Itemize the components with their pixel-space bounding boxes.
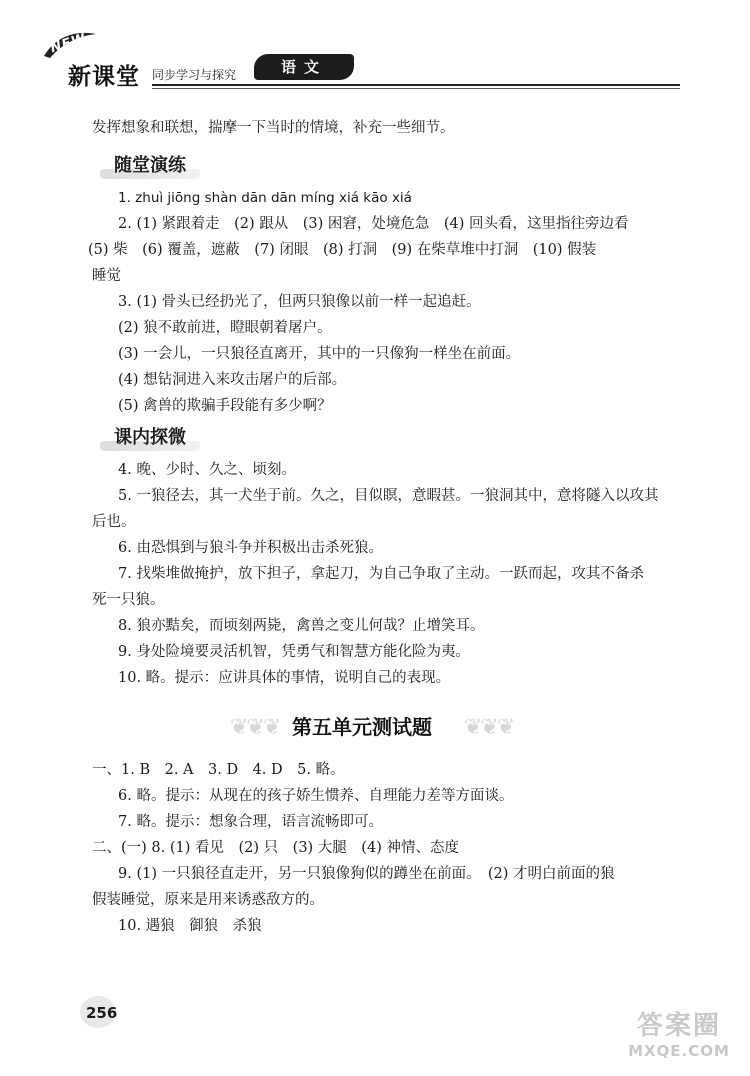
answer-line: 9. 身处险境要灵活机智，凭勇气和智慧方能化险为夷。 — [118, 644, 470, 660]
answer-line: 睡觉 — [92, 268, 121, 284]
answer-line: 7. 略。提示：想象合理，语言流畅即可。 — [118, 814, 383, 830]
intro-line: 发挥想象和联想，揣摩一下当时的情境，补充一些细节。 — [92, 120, 455, 136]
logo-title: 新课堂 — [68, 64, 140, 90]
answer-line: (4) 想钻洞进入来攻击屠户的后部。 — [118, 372, 347, 388]
page-content — [88, 115, 692, 939]
site-watermark — [614, 1010, 744, 1070]
watermark-bottom: MXQE.COM — [628, 1042, 730, 1060]
answer-line: 9. (1) 一只狼径直走开，另一只狼像狗似的蹲坐在前面。 (2) 才明白前面的狼 — [118, 866, 615, 882]
decorative-flourish-left-icon: ❦❦❦ — [230, 715, 280, 740]
answer-line: 8. 狼亦黠矣，而顷刻两毙，禽兽之变儿何哉？止增笑耳。 — [118, 618, 485, 634]
answer-line: 二、(一) 8. (1) 看见 (2) 只 (3) 大腿 (4) 神情、态度 — [92, 840, 459, 856]
section-title-practice: 随堂演练 — [92, 147, 692, 185]
section-title-explore: 课内探微 — [92, 419, 692, 457]
header-rule — [152, 84, 680, 86]
answer-line: 死一只狼。 — [92, 592, 165, 608]
logo-subtitle: 同步学习与探究 — [152, 68, 237, 82]
answer-line: 10. 遇狼 御狼 杀狼 — [118, 918, 262, 934]
decorative-flourish-right-icon: ❦❦❦ — [464, 715, 514, 740]
answer-line: 5. 一狼径去，其一犬坐于前。久之，目似瞑，意暇甚。一狼洞其中，意将隧入以攻其 — [118, 488, 659, 504]
logo-new: NEW — [48, 30, 89, 57]
answer-line: 7. 找柴堆做掩护，放下担子，拿起刀，为自己争取了主动。一跃而起，攻其不备杀 — [118, 566, 644, 582]
header-rule-thin — [152, 88, 680, 89]
page-number: 256 — [86, 1004, 118, 1022]
answer-line: 4. 晚、少时、久之、顷刻。 — [118, 462, 296, 478]
unit-test-title: 第五单元测试题 — [292, 715, 432, 739]
answer-line: (2) 狼不敢前进，瞪眼朝着屠户。 — [118, 320, 332, 336]
watermark-top: 答案圈 — [636, 1011, 721, 1041]
answer-line: 10. 略。提示：应讲具体的事情，说明自己的表现。 — [118, 670, 451, 686]
answer-line: (5) 禽兽的欺骗手段能有多少啊？ — [118, 398, 332, 414]
subject-tab: 语文 — [254, 54, 354, 80]
unit-test-heading — [92, 701, 692, 757]
answer-line: 6. 略。提示：从现在的孩子娇生惯养、自理能力差等方面谈。 — [118, 788, 514, 804]
answer-line: 假装睡觉，原来是用来诱惑敌方的。 — [92, 892, 324, 908]
answer-line: 一、1. B 2. A 3. D 4. D 5. 略。 — [92, 762, 345, 778]
answer-line: 3. (1) 骨头已经扔光了，但两只狼像以前一样一起追赶。 — [118, 294, 481, 310]
answer-line: 2. (1) 紧跟着走 (2) 跟从 (3) 困窘，处境危急 (4) 回头看，这里指往旁边看 — [118, 216, 629, 232]
answer-line: (5) 柴 (6) 覆盖，遮蔽 (7) 闭眼 (8) 打洞 (9) 在柴草堆中打洞 (10) 假装 — [88, 242, 597, 258]
answer-line: (3) 一会儿，一只狼径直离开，其中的一只像狗一样坐在前面。 — [118, 346, 521, 362]
page-header — [40, 22, 680, 102]
answer-line: 6. 由恐惧到与狼斗争并积极出击杀死狼。 — [118, 540, 383, 556]
answer-line: 后也。 — [92, 514, 136, 530]
answer-line: 1. zhuì jiōng shàn dān dān míng xiá kāo xiá — [118, 190, 412, 206]
